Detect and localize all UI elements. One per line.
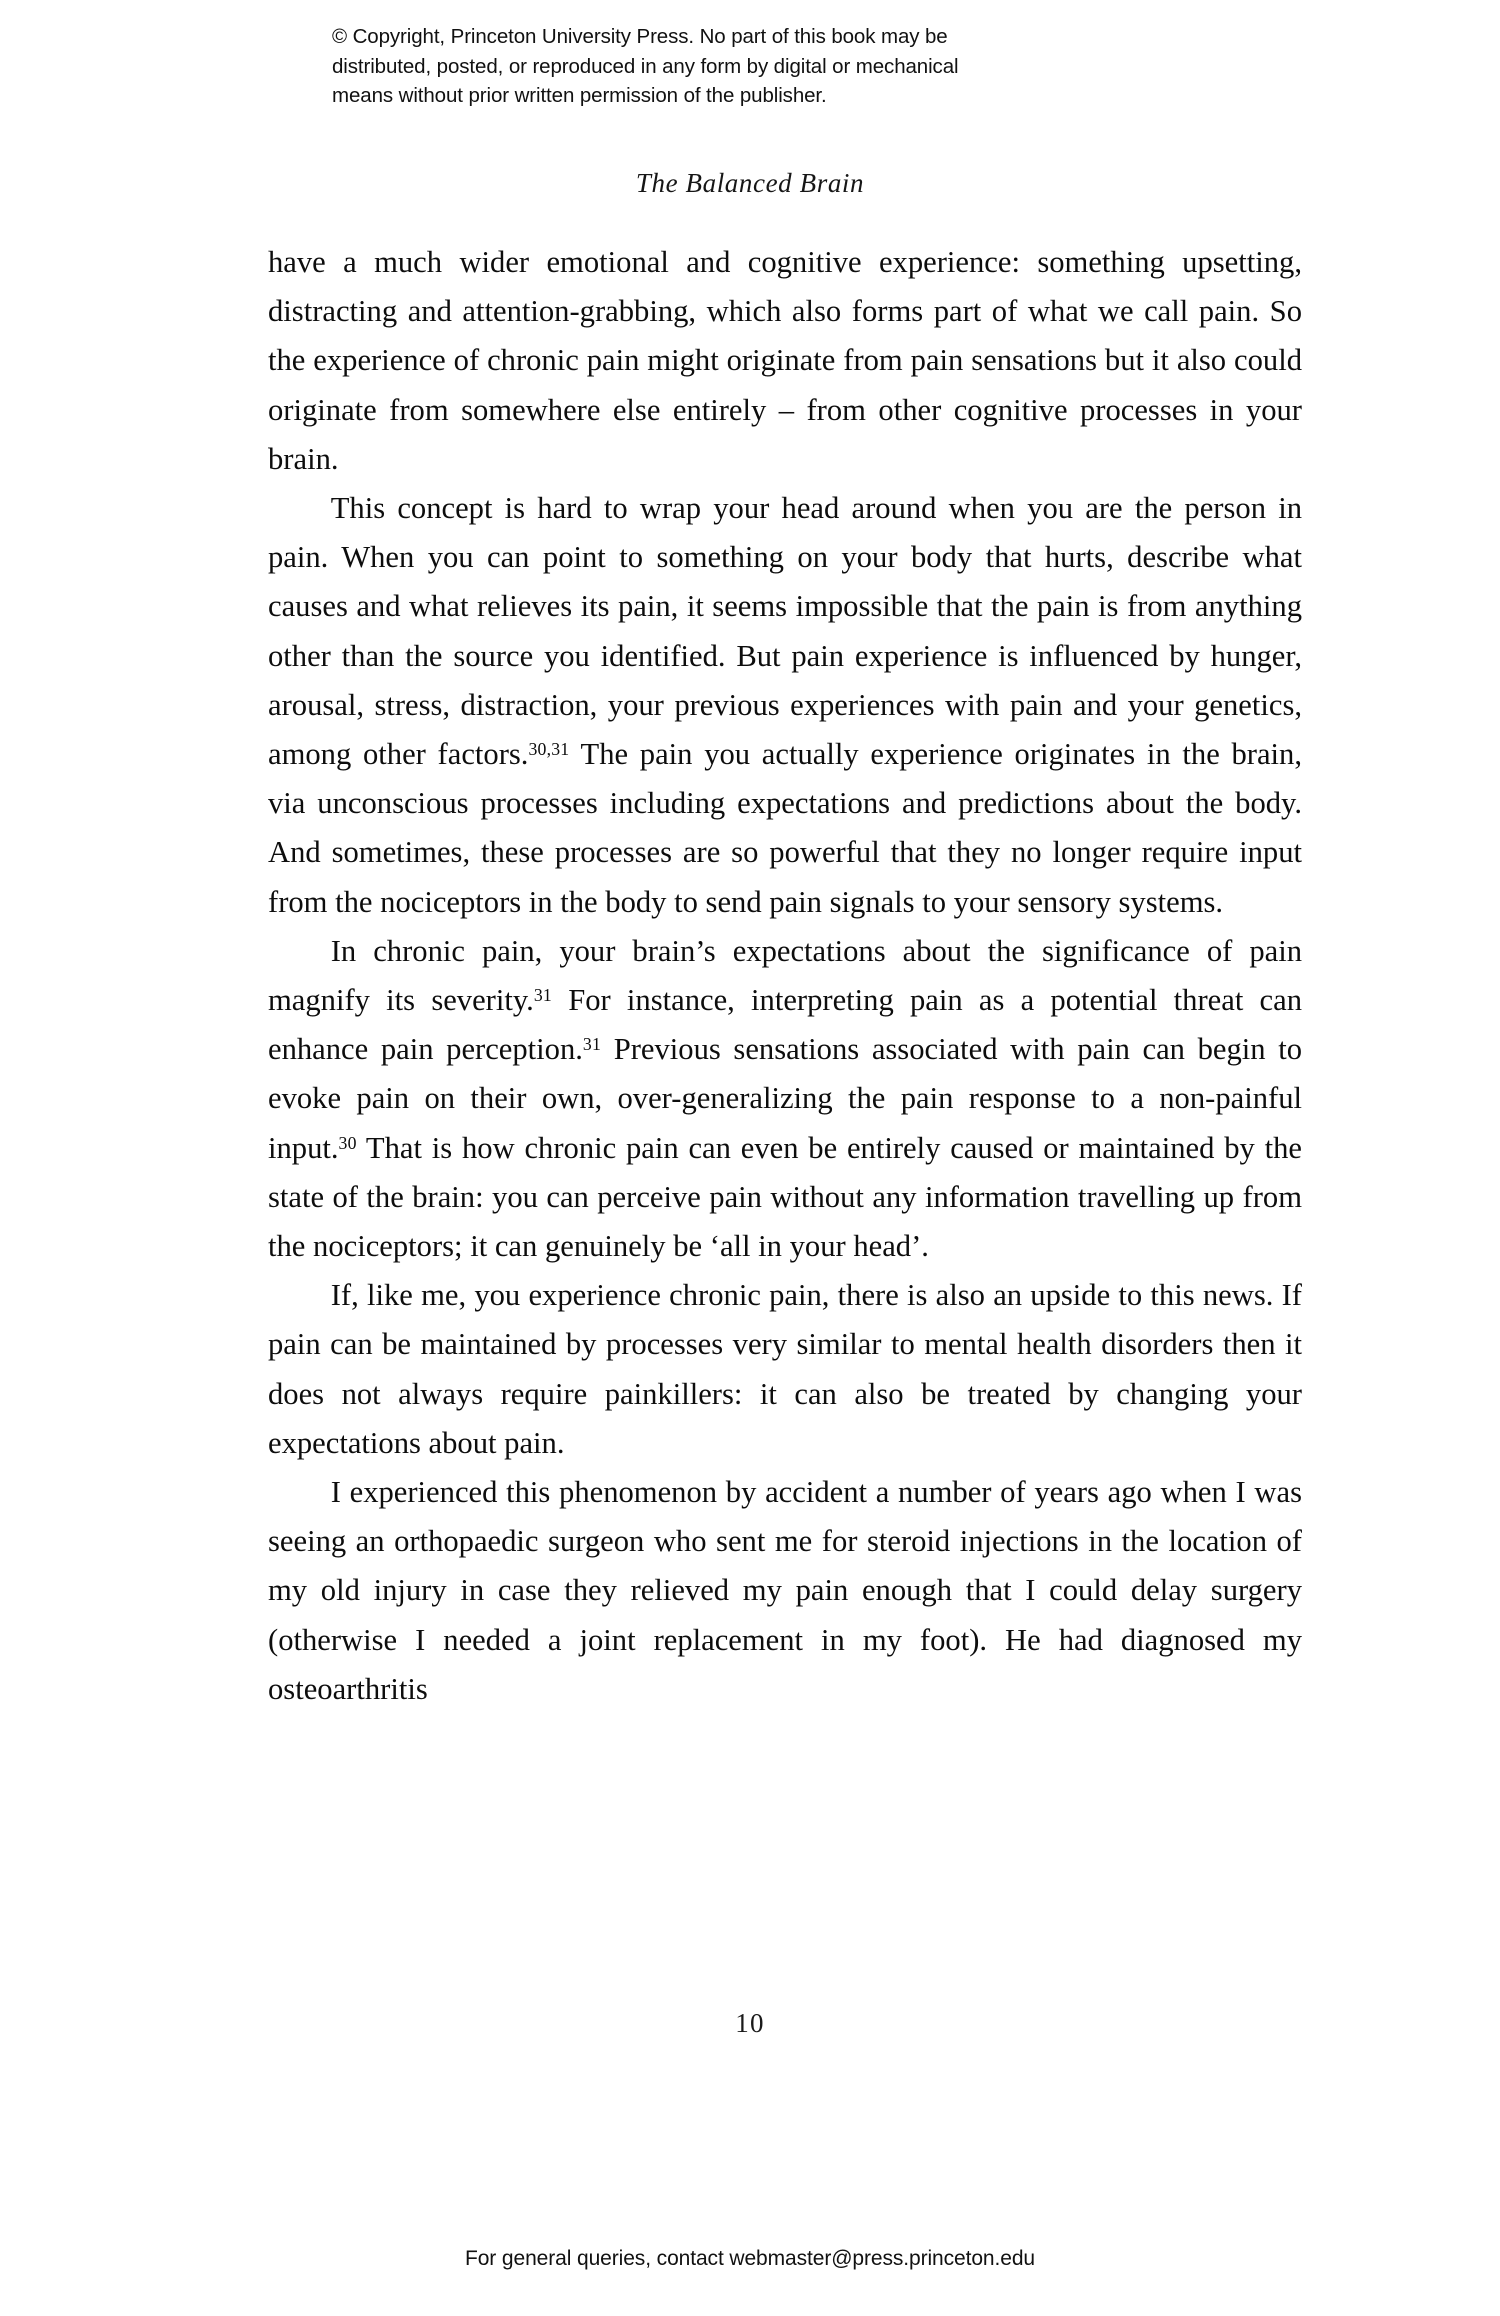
body-paragraph — [268, 927, 1302, 1271]
footer-general-queries: For general queries, contact webmaster@press.princeton.edu — [465, 2247, 1035, 2270]
footnote-reference: 30,31 — [528, 738, 570, 759]
body-paragraph — [268, 238, 1302, 484]
copyright-line-3: means without prior written permission of the publisher. — [332, 84, 827, 107]
body-text-run: For instance, interpreting pain as a potential threat can enhance pain perception. — [268, 983, 1302, 1067]
page-number: 10 — [735, 2008, 765, 2038]
copyright-notice — [332, 22, 1172, 111]
body-text-run: The pain you actually experience originates in the brain, via unconscious processes including expectations and predictions about the body. And sometimes, these processes are so powerful that they no longer require input from the nociceptors in the body to send pain signals to your sensory systems. — [268, 737, 1302, 919]
body-text — [268, 238, 1302, 1714]
body-text-run: In chronic pain, your brain’s expectations about the significance of pain magnify its severity. — [268, 933, 1302, 1018]
copyright-line-1: © Copyright, Princeton University Press. No part of this book may be — [332, 25, 948, 48]
footnote-reference: 31 — [582, 1034, 602, 1055]
body-text-run: Previous sensations associated with pain can begin to evoke pain on their own, over-generalizing the pain response to a non-painful input. — [268, 1032, 1302, 1165]
body-paragraph — [268, 1468, 1302, 1714]
footnote-reference: 30 — [338, 1132, 357, 1153]
body-text-run: If, like me, you experience chronic pain, there is also an upside to this news. If pain can be maintained by processes very similar to mental health disorders then it does not always require painkillers: it can also be treated by changing your expectations about pain. — [268, 1278, 1302, 1460]
running-head-title: The Balanced Brain — [635, 168, 865, 198]
body-text-run: have a much wider emotional and cognitive experience: something upsetting, distracting and attention-grabbing, which also forms part of what we call pain. So the experience of chronic pain might originate from pain sensations but it also could originate from somewhere else entirely – from other cognitive processes in your brain. — [268, 245, 1302, 476]
body-text-run: That is how chronic pain can even be entirely caused or maintained by the state of the brain: you can perceive pain without any information travelling up from the nociceptors; it can genuinely be ‘all in your head’. — [268, 1130, 1302, 1264]
body-paragraph — [268, 1271, 1302, 1468]
body-text-run: This concept is hard to wrap your head around when you are the person in pain. When you can point to something on your body that hurts, describe what causes and what relieves its pain, it seems impossible that the pain is from anything other than the source you identified. But pain experience is influenced by hunger, arousal, stress, distraction, your previous experiences with pain and your genetics, among other factors. — [268, 491, 1302, 772]
footnote-reference: 31 — [533, 984, 552, 1005]
body-text-run: I experienced this phenomenon by accident a number of years ago when I was seeing an orthopaedic surgeon who sent me for steroid injections in the location of my old injury in case they relieved my pain enough that I could delay surgery (otherwise I needed a joint replacement in my foot). He had diagnosed my osteoarthritis — [268, 1475, 1302, 1706]
copyright-line-2: distributed, posted, or reproduced in any form by digital or mechanical — [332, 54, 959, 78]
body-paragraph — [268, 484, 1302, 927]
